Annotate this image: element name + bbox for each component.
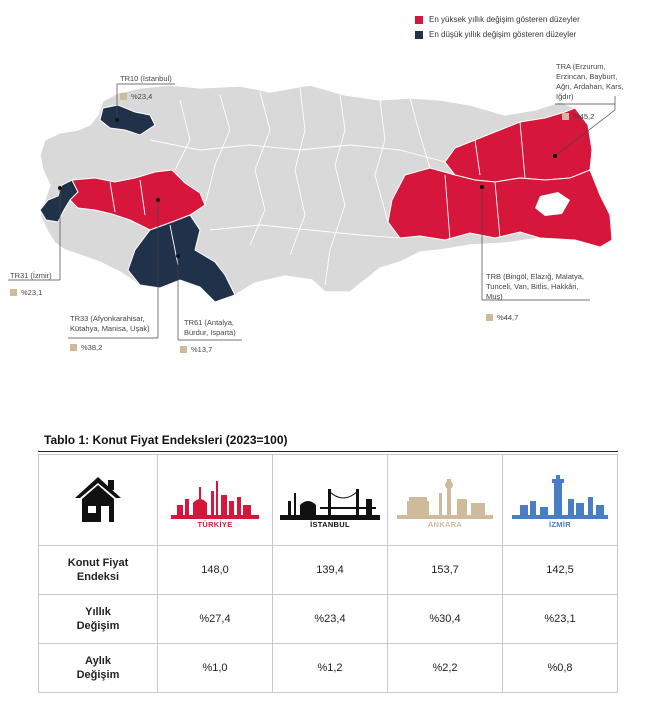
callout-tr61 xyxy=(184,318,236,338)
callout-tra-value xyxy=(562,112,594,121)
value-swatch xyxy=(10,289,17,296)
row-label-line: Değişim xyxy=(76,669,120,681)
table-cell: 142,5 xyxy=(503,546,618,595)
callout-tr31-value-text: %23,1 xyxy=(21,288,43,297)
callout-tr31 xyxy=(10,271,52,281)
ankara-skyline-icon xyxy=(395,471,495,523)
title-rule xyxy=(38,451,618,452)
callout-trb-value-text: %44,7 xyxy=(497,313,519,322)
table-title: Tablo 1: Konut Fiyat Endeksleri (2023=100) xyxy=(44,433,288,447)
value-swatch xyxy=(70,344,77,351)
callout-tr61-value-text: %13,7 xyxy=(191,345,213,354)
legend-low-swatch xyxy=(415,31,423,39)
table-cell: %1,0 xyxy=(158,644,273,693)
row-label-line: Konut Fiyat xyxy=(67,557,129,569)
callout-trb xyxy=(486,272,584,302)
row-label-line: Endeksi xyxy=(76,571,120,583)
callout-trb-line3: Muş) xyxy=(486,292,503,301)
callout-tr33-line2: Kütahya, Manisa, Uşak) xyxy=(70,324,150,333)
callout-trb-value xyxy=(486,313,518,322)
izmir-skyline-icon xyxy=(510,471,610,523)
callout-tr31-value xyxy=(10,288,42,297)
table-row xyxy=(39,644,618,693)
value-swatch xyxy=(120,93,127,100)
row-label-monthly xyxy=(39,644,158,693)
table-row xyxy=(39,546,618,595)
legend-high-label: En yüksek yıllık değişim gösteren düzeyler xyxy=(429,15,580,24)
callout-tr33 xyxy=(70,314,150,334)
callout-tr61-line1: TR61 (Antalya, xyxy=(184,318,235,327)
callout-tra-line2: Erzincan, Bayburt, xyxy=(556,72,618,81)
legend-low-label: En düşük yıllık değişim gösteren düzeyler xyxy=(429,30,577,39)
table-cell: %1,2 xyxy=(273,644,388,693)
row-label-index xyxy=(39,546,158,595)
value-swatch xyxy=(180,346,187,353)
callout-tr10 xyxy=(120,74,172,84)
callout-trb-line1: TRB (Bingöl, Elazığ, Malatya, xyxy=(486,272,584,281)
callout-tr10-name: TR10 (İstanbul) xyxy=(120,74,172,83)
callout-tra-line4: Iğdır) xyxy=(556,92,574,101)
legend-low xyxy=(415,30,576,39)
table-cell: %0,8 xyxy=(503,644,618,693)
column-label-istanbul: İSTANBUL xyxy=(310,520,350,529)
callout-tra-value-text: %45,2 xyxy=(573,112,595,121)
callout-tr33-value-text: %38,2 xyxy=(81,343,103,352)
house-price-index-table xyxy=(38,454,618,693)
table-cell: %30,4 xyxy=(388,595,503,644)
column-label-izmir: İZMİR xyxy=(549,520,571,529)
table-cell: %23,4 xyxy=(273,595,388,644)
table-cell: 153,7 xyxy=(388,546,503,595)
row-label-annual xyxy=(39,595,158,644)
column-izmir xyxy=(503,455,618,546)
turkiye-skyline-icon xyxy=(167,471,263,523)
house-icon xyxy=(72,474,124,524)
column-label-turkiye: TÜRKİYE xyxy=(197,520,233,529)
table-row xyxy=(39,595,618,644)
column-label-ankara: ANKARA xyxy=(427,520,463,529)
callout-tr33-value xyxy=(70,343,102,352)
callout-tr61-line2: Burdur, Isparta) xyxy=(184,328,236,337)
callout-tr10-value xyxy=(120,92,152,101)
table-cell: %2,2 xyxy=(388,644,503,693)
row-label-line: Değişim xyxy=(76,620,120,632)
legend-high xyxy=(415,15,580,24)
callout-trb-line2: Tunceli, Van, Bitlis, Hakkâri, xyxy=(486,282,579,291)
callout-tra xyxy=(556,62,624,102)
value-swatch xyxy=(562,113,569,120)
column-istanbul xyxy=(273,455,388,546)
column-ankara xyxy=(388,455,503,546)
column-turkiye xyxy=(158,455,273,546)
callout-tr31-name: TR31 (İzmir) xyxy=(10,271,52,280)
callout-tr10-value-text: %23,4 xyxy=(131,92,153,101)
legend-high-swatch xyxy=(415,16,423,24)
table-cell: %27,4 xyxy=(158,595,273,644)
table-cell: 139,4 xyxy=(273,546,388,595)
callout-tr61-value xyxy=(180,345,212,354)
value-swatch xyxy=(486,314,493,321)
table-header-row xyxy=(39,455,618,546)
house-icon-cell xyxy=(39,455,158,546)
table-cell: %23,1 xyxy=(503,595,618,644)
callout-tra-line3: Ağrı, Ardahan, Kars, xyxy=(556,82,624,91)
row-label-line: Yıllık xyxy=(85,606,111,618)
table-cell: 148,0 xyxy=(158,546,273,595)
row-label-line: Aylık xyxy=(85,655,111,667)
istanbul-skyline-icon xyxy=(278,471,382,523)
callout-tra-line1: TRA (Erzurum, xyxy=(556,62,606,71)
callout-tr33-line1: TR33 (Afyonkarahisar, xyxy=(70,314,145,323)
